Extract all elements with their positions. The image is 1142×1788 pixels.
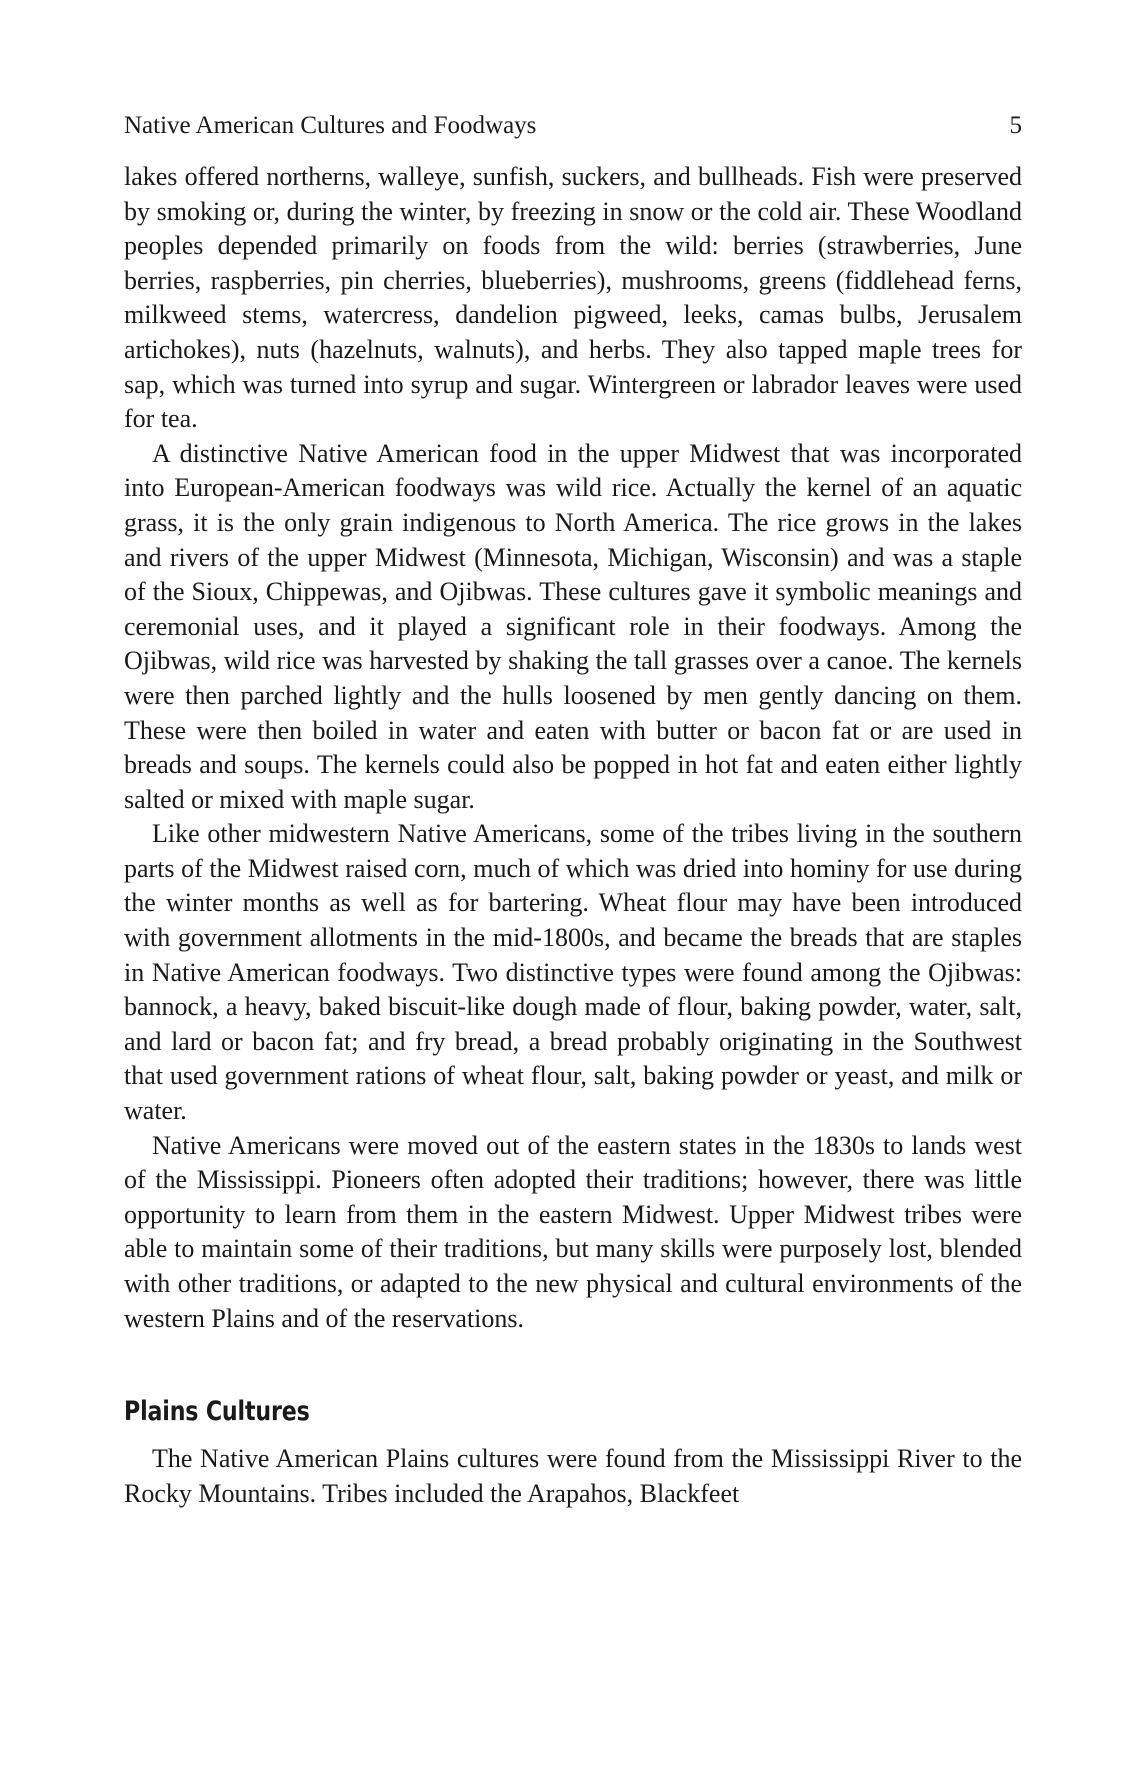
paragraph-wild-rice: A distinctive Native American food in the upper Midwest that was incorporated into European-American foodways was wild rice. Actually the kernel of an aquatic grass, it is the only grain indigenous to North America. The rice grows in the lakes and rivers of the upper Midwest (Minnesota, Michigan, Wisconsin) and was a staple of the Sioux, Chippewas, and Ojibwas. These cultures gave it symbolic meanings and ceremonial uses, and it played a significant role in their foodways. Among the Ojibwas, wild rice was harvested by shaking the tall grasses over a canoe. The kernels were then parched lightly and the hulls loosened by men gently dancing on them. These were then boiled in water and eaten with butter or bacon fat or are used in breads and soups. The kernels could also be popped in hot fat and eaten either lightly salted or mixed with maple sugar. xyxy=(124,438,1022,814)
book-page xyxy=(124,110,1022,1511)
running-header xyxy=(124,110,1022,150)
section-heading: Plains Cultures xyxy=(124,1396,310,1428)
running-title: Native American Cultures and Foodways xyxy=(124,112,537,139)
paragraph-corn-and-bread: Like other midwestern Native Americans, some of the tribes living in the southern parts of the Midwest raised corn, much of which was dried into hominy for use during the winter months as well as for bartering. Wheat flour may have been introduced with government allotments in the mid-1800s, and became the breads that are staples in Native American foodways. Two distinctive types were found among the Ojibwas: bannock, a heavy, baked biscuit-like dough made of flour, baking powder, water, salt, and lard or bacon fat; and fry bread, a bread probably originating in the Southwest that used government rations of wheat flour, salt, baking powder or yeast, and milk or water. xyxy=(124,819,1022,1126)
paragraph-plains: The Native American Plains cultures were found from the Mississippi River to the Rocky Mountains. Tribes included the Arapahos, Blackfeet xyxy=(124,1444,1022,1508)
body-text xyxy=(124,160,1022,1511)
page-number: 5 xyxy=(1009,112,1022,139)
paragraph-relocation: Native Americans were moved out of the eastern states in the 1830s to lands west of the Mississippi. Pioneers often adopted their traditions; however, there was little opportunity to learn from them in the eastern Midwest. Upper Midwest tribes were able to maintain some of their traditions, but many skills were purposely lost, blended with other traditions, or adapted to the new physical and cultural environments of the western Plains and of the reservations. xyxy=(124,1130,1022,1333)
paragraph-continued: lakes offered northerns, walleye, sunfish, suckers, and bullheads. Fish were preserved by smoking or, during the winter, by freezing in snow or the cold air. These Woodland peoples depended primarily on foods from the wild: berries (strawberries, June berries, raspberries, pin cherries, blueberries), mushrooms, greens (fiddlehead ferns, milkweed stems, watercress, dandelion pigweed, leeks, camas bulbs, Jerusalem artichokes), nuts (hazelnuts, walnuts), and herbs. They also tapped maple trees for sap, which was turned into syrup and sugar. Wintergreen or labrador leaves were used for tea. xyxy=(124,162,1022,434)
